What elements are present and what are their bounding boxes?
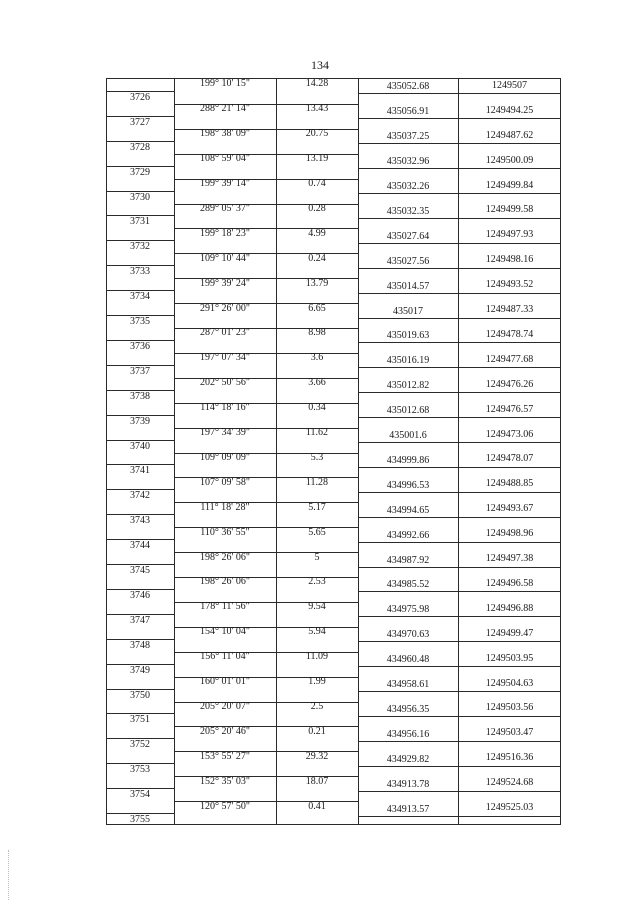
segment-distance: 11.62: [305, 427, 329, 438]
coordinate-y: 1249477.68: [485, 354, 534, 365]
segment-distance: 8.98: [308, 327, 326, 338]
row-separator: [358, 243, 561, 244]
segment-angle: 198° 26' 06": [200, 552, 250, 563]
segment-angle: 199° 39' 14": [200, 178, 250, 189]
point-id: 3733: [130, 266, 150, 277]
coordinate-x: 434975.98: [386, 604, 430, 615]
coordinate-x: 435027.64: [386, 231, 430, 242]
segment-angle: 107° 09' 58": [200, 477, 250, 488]
coordinate-y: 1249498.16: [485, 254, 534, 265]
segment-distance: 13.43: [305, 103, 329, 114]
point-id: 3744: [130, 540, 150, 551]
row-separator: [358, 293, 561, 294]
coordinate-x: 434996.53: [386, 480, 430, 491]
coordinate-x: 434992.66: [386, 530, 430, 541]
row-separator: [358, 417, 561, 418]
coordinate-y: 1249504.63: [485, 678, 534, 689]
coordinate-y: 1249503.47: [485, 727, 534, 738]
coordinate-x: 435017: [393, 306, 423, 317]
point-id: 3735: [130, 316, 150, 327]
row-separator: [358, 641, 561, 642]
segment-angle: 197° 07' 34": [200, 352, 250, 363]
coordinate-x: 434958.61: [386, 679, 430, 690]
coordinate-x: 434913.57: [386, 804, 430, 815]
segment-distance: 0.34: [308, 402, 326, 413]
segment-angle: 288° 21' 14": [200, 103, 250, 114]
row-separator: [358, 218, 561, 219]
coordinate-y: 1249499.58: [485, 204, 534, 215]
coordinate-y: 1249524.68: [485, 777, 534, 788]
segment-distance: 5.17: [308, 502, 326, 513]
point-id: 3732: [130, 241, 150, 252]
point-id: 3749: [130, 665, 150, 676]
segment-distance: 3.6: [310, 352, 324, 363]
segment-angle: 109° 10' 44": [200, 253, 250, 264]
segment-distance: 0.21: [308, 726, 326, 737]
coordinate-y: 1249516.36: [485, 752, 534, 763]
row-separator: [358, 766, 561, 767]
coordinate-x: 435019.63: [386, 330, 430, 341]
row-separator: [358, 567, 561, 568]
coordinate-y: 1249478.07: [485, 453, 534, 464]
table-border-line: [106, 824, 561, 825]
point-id: 3734: [130, 291, 150, 302]
point-id: 3753: [130, 764, 150, 775]
coordinate-y: 1249500.09: [485, 155, 534, 166]
segment-distance: 18.07: [305, 776, 329, 787]
point-id: 3738: [130, 391, 150, 402]
row-separator: [358, 492, 561, 493]
row-separator: [358, 616, 561, 617]
segment-angle: 199° 39' 24": [200, 278, 250, 289]
segment-angle: 178° 11' 56": [200, 601, 250, 612]
coordinate-x: 434960.48: [386, 654, 430, 665]
point-id: 3728: [130, 142, 150, 153]
segment-distance: 0.74: [308, 178, 326, 189]
point-id: 3730: [130, 192, 150, 203]
coordinate-x: 434956.35: [386, 704, 430, 715]
coordinate-y: 1249499.84: [485, 180, 534, 191]
segment-angle: 199° 18' 23": [200, 228, 250, 239]
point-id: 3740: [130, 441, 150, 452]
row-separator: [358, 816, 561, 817]
point-id: 3731: [130, 216, 150, 227]
point-id: 3741: [130, 465, 150, 476]
point-id: 3745: [130, 565, 150, 576]
coordinate-x: 435027.56: [386, 256, 430, 267]
segment-distance: 0.28: [308, 203, 326, 214]
coordinate-x: 435001.6: [389, 430, 427, 441]
segment-distance: 13.79: [305, 278, 329, 289]
coordinate-x: 435014.57: [386, 281, 430, 292]
point-id: 3751: [130, 714, 150, 725]
row-separator: [358, 467, 561, 468]
segment-angle: 199° 10' 15": [200, 78, 250, 89]
coordinate-y: 1249487.62: [485, 130, 534, 141]
segment-distance: 0.41: [308, 801, 326, 812]
point-id: 3727: [130, 117, 150, 128]
coordinate-x: 435016.19: [386, 355, 430, 366]
row-separator: [358, 143, 561, 144]
segment-distance: 20.75: [305, 128, 329, 139]
row-separator: [358, 716, 561, 717]
segment-angle: 154° 10' 04": [200, 626, 250, 637]
segment-distance: 6.65: [308, 303, 326, 314]
segment-angle: 160° 01' 01": [200, 676, 250, 687]
segment-distance: 9.54: [308, 601, 326, 612]
coordinate-y: 1249473.06: [485, 429, 534, 440]
coordinate-x: 435032.35: [386, 206, 430, 217]
segment-angle: 202° 50' 56": [200, 377, 250, 388]
coordinate-x: 435037.25: [386, 131, 430, 142]
row-separator: [358, 367, 561, 368]
coordinate-y: 1249507: [492, 80, 527, 91]
coordinate-x: 434994.65: [386, 505, 430, 516]
point-id: 3739: [130, 416, 150, 427]
row-separator: [358, 791, 561, 792]
coordinate-x: 434987.92: [386, 555, 430, 566]
point-id: 3752: [130, 739, 150, 750]
coordinate-y: 1249499.47: [485, 628, 534, 639]
coordinate-y: 1249496.88: [485, 603, 534, 614]
segment-angle: 110° 36' 55": [200, 527, 250, 538]
segment-distance: 2.53: [308, 576, 326, 587]
coordinate-y: 1249488.85: [485, 478, 534, 489]
point-id: 3729: [130, 167, 150, 178]
segment-distance: 5.65: [308, 527, 326, 538]
segment-distance: 5.3: [310, 452, 324, 463]
coordinate-x: 435012.82: [386, 380, 430, 391]
point-id: 3750: [130, 690, 150, 701]
segment-distance: 5: [314, 552, 320, 563]
segment-angle: 291° 26' 00": [200, 303, 250, 314]
row-separator: [358, 666, 561, 667]
coordinate-x: 435032.26: [386, 181, 430, 192]
segment-distance: 2.5: [310, 701, 324, 712]
coordinate-x: 435052.68: [386, 81, 430, 92]
segment-distance: 14.28: [305, 78, 329, 89]
coordinate-y: 1249498.96: [485, 528, 534, 539]
coordinate-x: 434929.82: [386, 754, 430, 765]
segment-angle: 109° 09' 09": [200, 452, 250, 463]
point-id: 3743: [130, 515, 150, 526]
row-separator: [358, 691, 561, 692]
coordinate-y: 1249496.58: [485, 578, 534, 589]
row-separator: [358, 318, 561, 319]
segment-angle: 198° 38' 09": [200, 128, 250, 139]
coordinate-x: 435012.68: [386, 405, 430, 416]
row-separator: [358, 591, 561, 592]
row-separator: [358, 517, 561, 518]
segment-angle: 205° 20' 46": [200, 726, 250, 737]
coordinate-y: 1249493.67: [485, 503, 534, 514]
segment-distance: 0.24: [308, 253, 326, 264]
segment-angle: 287° 01' 23": [200, 327, 250, 338]
row-separator: [358, 268, 561, 269]
segment-distance: 13.19: [305, 153, 329, 164]
coordinate-y: 1249497.93: [485, 229, 534, 240]
segment-angle: 111° 18' 28": [200, 502, 250, 513]
row-separator: [358, 741, 561, 742]
segment-angle: 197° 34' 39": [200, 427, 250, 438]
segment-angle: 156° 11' 04": [200, 651, 250, 662]
coordinate-y: 1249503.95: [485, 653, 534, 664]
coordinate-y: 1249487.33: [485, 304, 534, 315]
segment-distance: 1.99: [308, 676, 326, 687]
point-id: 3754: [130, 789, 150, 800]
point-id: 3755: [130, 814, 150, 825]
point-id: 3737: [130, 366, 150, 377]
coordinate-y: 1249476.26: [485, 379, 534, 390]
coordinate-y: 1249497.38: [485, 553, 534, 564]
row-separator: [358, 118, 561, 119]
segment-angle: 108° 59' 04": [200, 153, 250, 164]
point-id: 3746: [130, 590, 150, 601]
row-separator: [358, 342, 561, 343]
coordinate-x: 434985.52: [386, 579, 430, 590]
point-id: 3726: [130, 92, 150, 103]
row-separator: [358, 93, 561, 94]
page-number: 134: [311, 58, 329, 72]
segment-distance: 3.66: [308, 377, 326, 388]
row-separator: [358, 442, 561, 443]
segment-angle: 120° 57' 50": [200, 801, 250, 812]
segment-angle: 289° 05' 37": [200, 203, 250, 214]
segment-distance: 4.99: [308, 228, 326, 239]
segment-angle: 198° 26' 06": [200, 576, 250, 587]
coordinate-y: 1249525.03: [485, 802, 534, 813]
point-id: 3736: [130, 341, 150, 352]
segment-angle: 114° 18' 16": [200, 402, 250, 413]
segment-distance: 11.28: [305, 477, 329, 488]
segment-distance: 29.32: [305, 751, 329, 762]
row-separator: [358, 542, 561, 543]
segment-angle: 205° 20' 07": [200, 701, 250, 712]
row-separator: [358, 392, 561, 393]
row-separator: [358, 193, 561, 194]
coordinate-x: 434999.86: [386, 455, 430, 466]
row-separator: [358, 168, 561, 169]
coordinate-y: 1249493.52: [485, 279, 534, 290]
segment-angle: 153° 55' 27": [200, 751, 250, 762]
scan-margin-marks: [8, 850, 11, 900]
segment-distance: 11.09: [305, 651, 329, 662]
coordinate-x: 434956.16: [386, 729, 430, 740]
coordinate-x: 435032.96: [386, 156, 430, 167]
coordinate-y: 1249503.56: [485, 702, 534, 713]
coordinate-x: 435056.91: [386, 106, 430, 117]
segment-distance: 5.94: [308, 626, 326, 637]
coordinate-table: [106, 78, 561, 825]
coordinate-y: 1249476.57: [485, 404, 534, 415]
point-id: 3747: [130, 615, 150, 626]
segment-angle: 152° 35' 03": [200, 776, 250, 787]
coordinate-y: 1249494.25: [485, 105, 534, 116]
point-id: 3742: [130, 490, 150, 501]
point-id: 3748: [130, 640, 150, 651]
coordinate-x: 434913.78: [386, 779, 430, 790]
coordinate-x: 434970.63: [386, 629, 430, 640]
coordinate-y: 1249478.74: [485, 329, 534, 340]
